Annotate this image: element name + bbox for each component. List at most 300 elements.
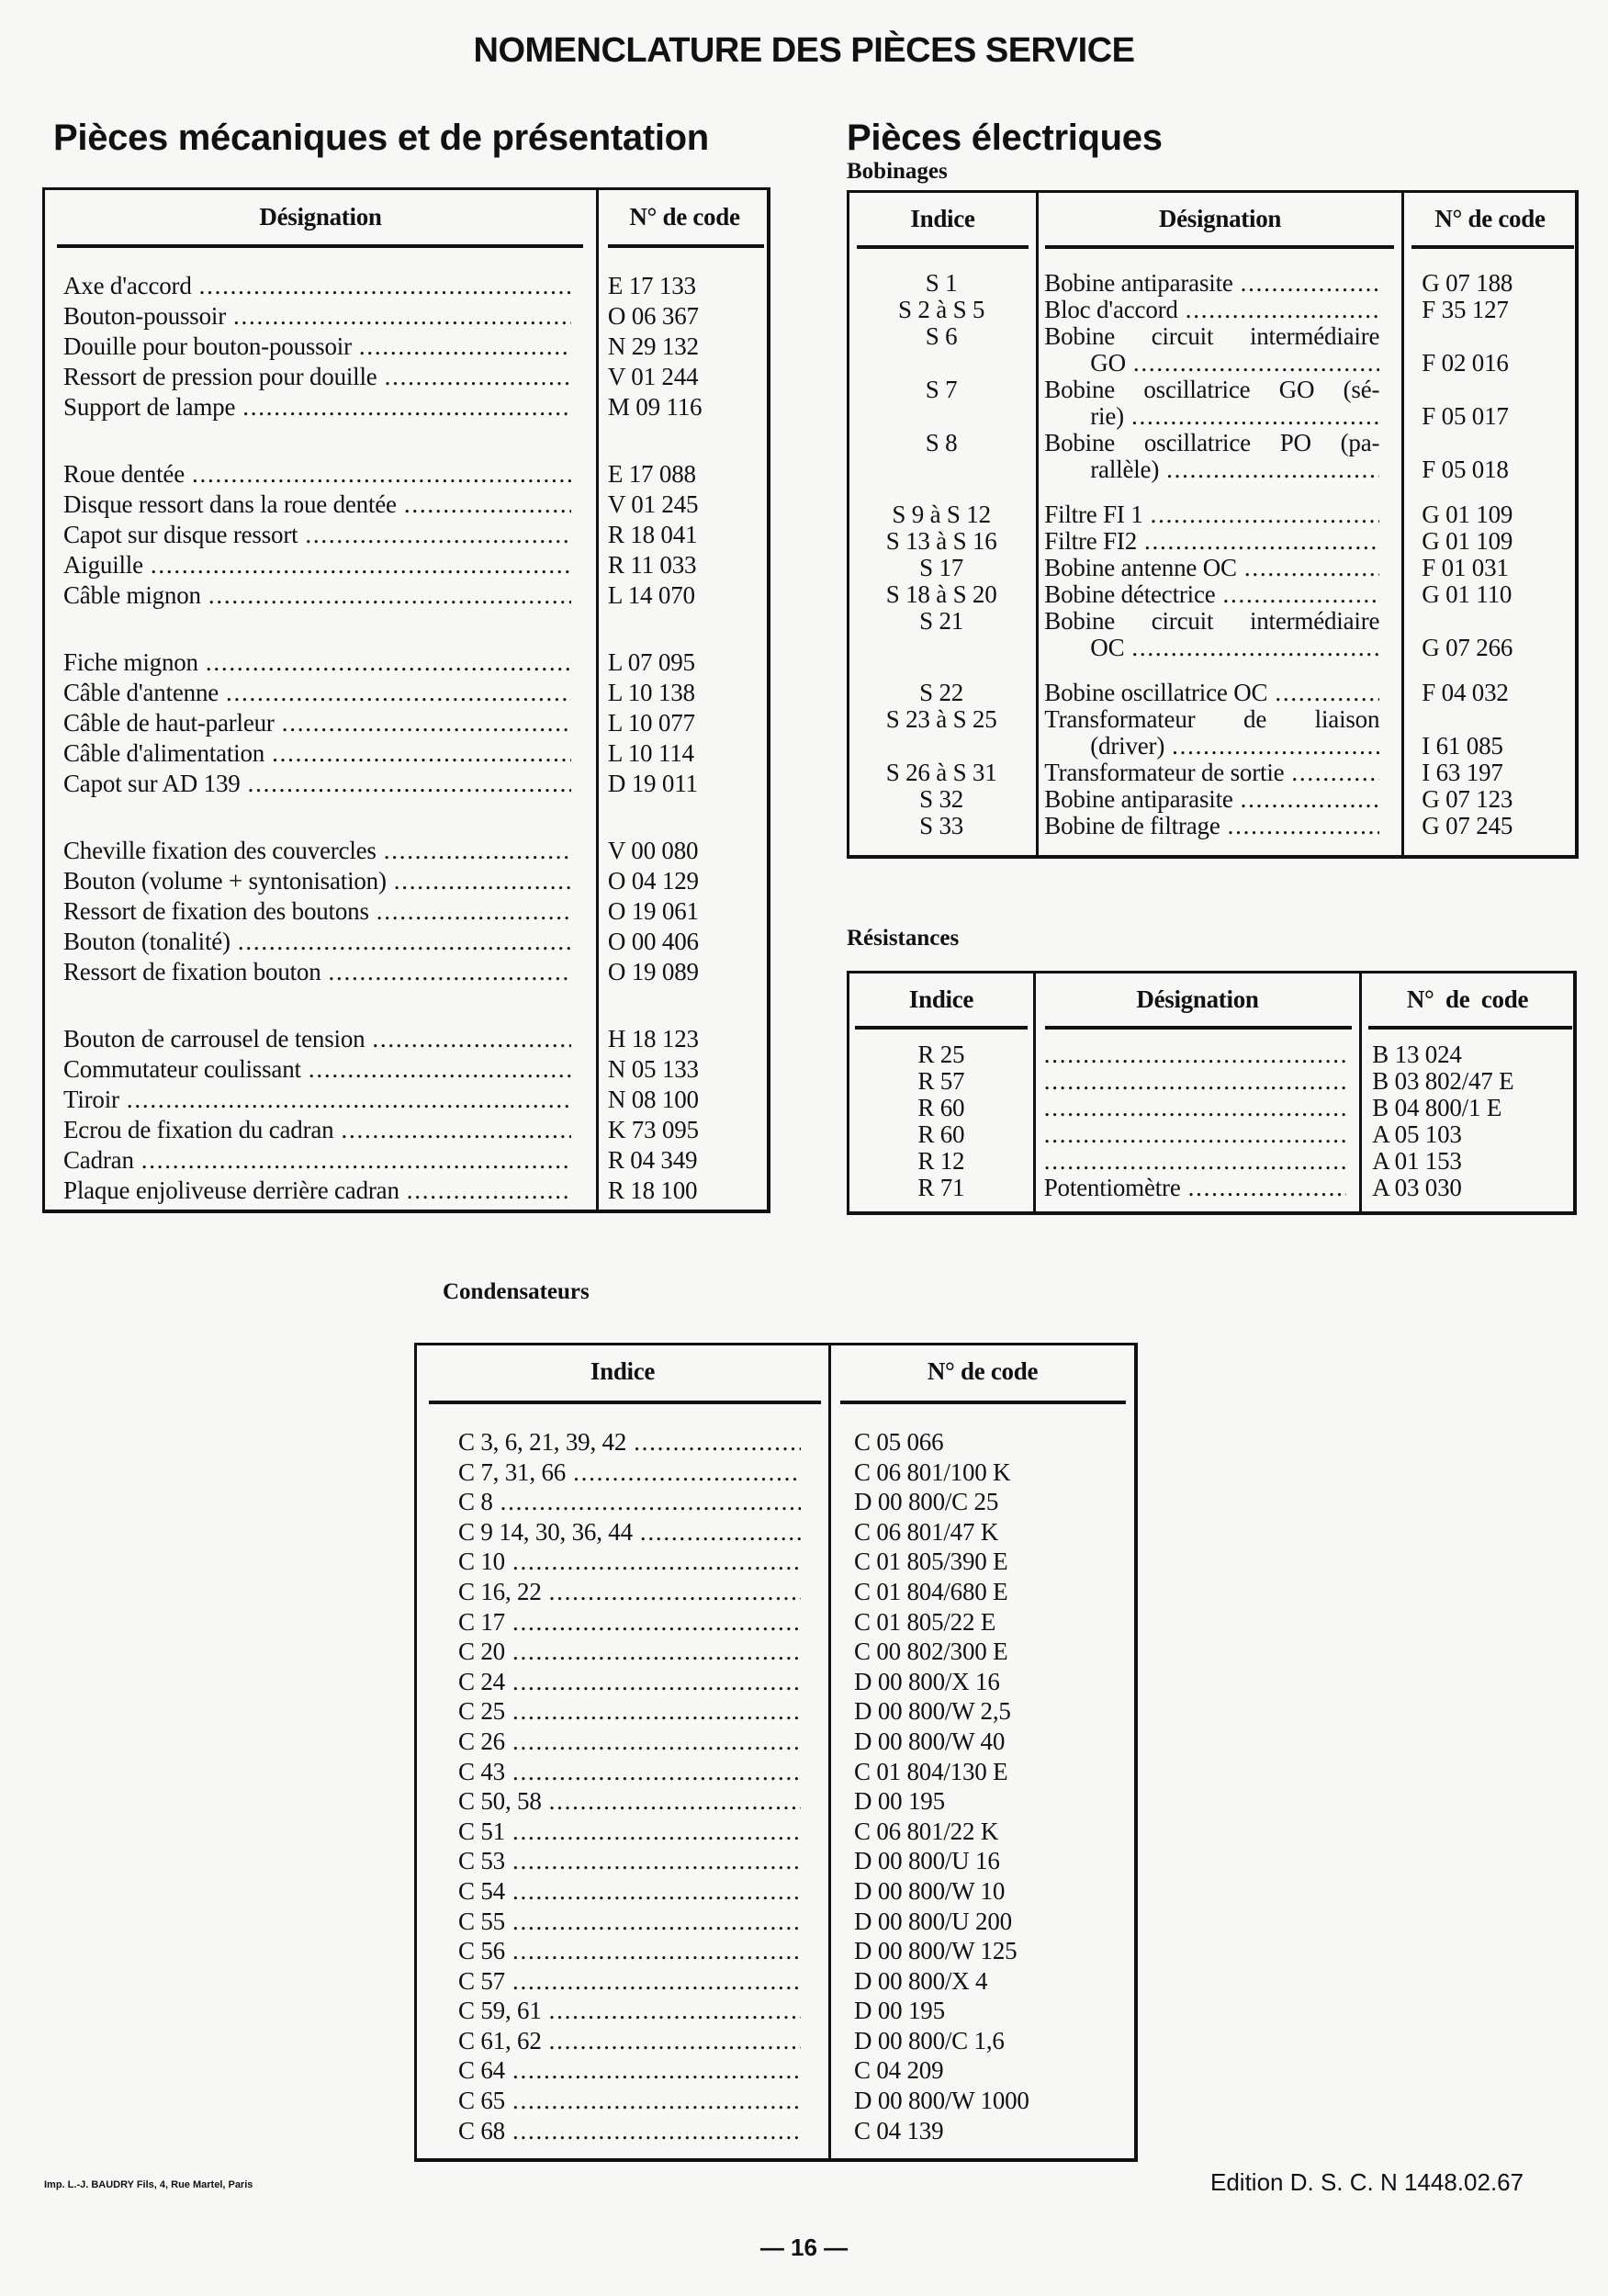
row-index: S 17 — [919, 554, 964, 581]
designation — [1044, 297, 1379, 323]
table-row — [849, 1068, 1574, 1095]
bobinages-rows — [849, 270, 1576, 839]
designation — [63, 550, 571, 580]
group-spacer — [63, 987, 770, 1024]
part-code: L 10 138 — [607, 679, 695, 706]
part-code: B 13 024 — [1372, 1041, 1462, 1068]
table-row — [849, 323, 1576, 350]
table-row — [417, 1757, 1135, 1787]
dot-leader — [573, 1458, 801, 1488]
designation-text: Câble d'alimentation — [63, 739, 265, 767]
row-index — [458, 1667, 801, 1697]
row-index — [458, 1517, 801, 1548]
part-code: N 05 133 — [607, 1055, 699, 1083]
designation — [1044, 555, 1379, 581]
row-index-text: C 50, 58 — [458, 1787, 542, 1816]
designation-text: Ecrou de fixation du cadran — [63, 1116, 334, 1143]
row-index: R 60 — [917, 1094, 965, 1121]
table-row — [63, 647, 770, 678]
row-index — [458, 1817, 801, 1847]
dot-leader — [206, 647, 571, 678]
table-row — [417, 1966, 1135, 1997]
row-index: S 8 — [925, 429, 958, 456]
part-code: R 18 041 — [607, 521, 698, 548]
part-code: B 03 802/47 E — [1372, 1067, 1514, 1095]
row-index-text: C 3, 6, 21, 39, 42 — [458, 1428, 627, 1456]
dot-leader — [512, 1757, 801, 1787]
designation: Bobine oscillatrice PO (pa- — [1044, 429, 1380, 456]
dot-leader — [1241, 270, 1380, 297]
row-index — [458, 2086, 801, 2116]
row-index — [458, 1727, 801, 1757]
column-header-index: Indice — [908, 985, 974, 1013]
column-header-designation: Désignation — [1136, 985, 1259, 1013]
designation — [1044, 581, 1379, 608]
part-code: O 00 406 — [607, 928, 699, 955]
row-index — [458, 1607, 801, 1638]
designation — [63, 708, 571, 738]
dot-leader — [512, 1667, 801, 1697]
condensateurs-heading: Condensateurs — [443, 1279, 590, 1304]
table-row — [417, 1667, 1135, 1697]
part-code: C 01 804/130 E — [853, 1757, 1008, 1785]
table-row — [417, 1727, 1135, 1757]
part-code: C 04 209 — [853, 2056, 944, 2085]
table-row — [63, 459, 770, 490]
part-code — [1379, 608, 1576, 635]
table-row — [417, 1517, 1135, 1548]
table-row — [849, 297, 1576, 323]
part-code — [1379, 377, 1576, 403]
designation-text: rie) — [1090, 403, 1124, 430]
part-code: G 01 109 — [1422, 527, 1513, 555]
table-row — [417, 1427, 1135, 1458]
part-code: O 04 129 — [607, 867, 699, 895]
designation — [63, 866, 571, 896]
designation-text: Tiroir — [63, 1086, 119, 1113]
row-index-text: C 56 — [458, 1937, 505, 1965]
row-index: S 21 — [919, 607, 964, 635]
group-spacer — [63, 799, 770, 836]
condensateurs-table — [414, 1343, 1138, 2162]
header-rule — [1368, 1026, 1572, 1030]
page-title: NOMENCLATURE DES PIÈCES SERVICE — [473, 31, 1135, 70]
designation — [63, 392, 571, 422]
part-code: C 05 066 — [853, 1428, 944, 1456]
table-row — [849, 350, 1576, 377]
part-code: L 10 077 — [607, 709, 695, 737]
designation — [1044, 1121, 1347, 1148]
row-index-text: C 68 — [458, 2116, 505, 2144]
designation-text: Bobine antenne OC — [1044, 555, 1237, 581]
group-spacer — [63, 422, 770, 459]
dot-leader — [512, 2086, 801, 2116]
resistances-table — [847, 971, 1577, 1215]
row-index — [458, 1786, 801, 1817]
part-code: D 00 195 — [853, 1787, 945, 1816]
designation-text: Bouton (tonalité) — [63, 928, 231, 955]
designation-text: Filtre FI 1 — [1044, 501, 1143, 528]
part-code: O 06 367 — [607, 302, 699, 330]
table-row — [417, 1696, 1135, 1727]
designation-text: rallèle) — [1090, 456, 1160, 483]
row-index: S 23 à S 25 — [885, 705, 997, 733]
table-row — [417, 1637, 1135, 1667]
designation — [63, 738, 571, 769]
designation-text: (driver) — [1090, 733, 1165, 760]
designation — [63, 459, 571, 490]
row-index-text: C 25 — [458, 1697, 505, 1726]
table-row — [849, 608, 1576, 635]
bobinages-table — [847, 190, 1579, 859]
part-code: D 19 011 — [607, 770, 698, 797]
dot-leader — [372, 1024, 570, 1054]
table-row — [63, 708, 770, 738]
part-code: O 19 089 — [607, 958, 699, 985]
part-code: D 00 800/W 125 — [853, 1937, 1018, 1965]
part-code: F 01 031 — [1422, 554, 1509, 581]
row-index: S 18 à S 20 — [885, 580, 997, 608]
designation-text: Bobine détectrice — [1044, 581, 1216, 608]
designation — [63, 362, 571, 392]
designation — [1044, 733, 1379, 760]
part-code: B 04 800/1 E — [1372, 1094, 1502, 1121]
row-index: S 13 à S 16 — [885, 527, 997, 555]
designation — [1044, 813, 1379, 839]
designation-text: Filtre FI2 — [1044, 528, 1138, 555]
table-row — [417, 1907, 1135, 1937]
designation — [63, 1085, 571, 1115]
row-index — [458, 1458, 801, 1488]
row-spacer — [849, 661, 1576, 680]
table-row — [63, 896, 770, 927]
dot-leader — [1275, 680, 1379, 706]
row-index: R 12 — [917, 1147, 965, 1175]
dot-leader — [549, 1577, 801, 1607]
table-row — [417, 1786, 1135, 1817]
designation — [63, 896, 571, 927]
table-row — [417, 1936, 1135, 1966]
designation — [1044, 403, 1379, 430]
designation-text: Bouton (volume + syntonisation) — [63, 867, 387, 895]
designation — [1044, 528, 1379, 555]
row-index: R 60 — [917, 1120, 965, 1148]
column-header-index: Indice — [910, 205, 975, 232]
part-code: A 05 103 — [1372, 1120, 1462, 1148]
part-code: I 61 085 — [1422, 732, 1503, 760]
table-row — [417, 2055, 1135, 2086]
part-code: N 29 132 — [607, 332, 699, 360]
part-code: K 73 095 — [607, 1116, 699, 1143]
header-rule — [840, 1401, 1126, 1404]
row-index-text: C 57 — [458, 1966, 505, 1995]
header-rule — [57, 244, 583, 248]
designation — [63, 927, 571, 957]
row-index-text: C 17 — [458, 1607, 505, 1636]
designation — [63, 957, 571, 987]
dot-leader — [359, 332, 571, 362]
designation — [1044, 1068, 1347, 1095]
designation — [63, 332, 571, 362]
dot-leader — [1044, 1095, 1347, 1121]
row-index — [458, 2026, 801, 2056]
dot-leader — [272, 738, 571, 769]
part-code: F 02 016 — [1422, 349, 1509, 377]
dot-leader — [1291, 760, 1379, 786]
table-row — [63, 1145, 770, 1176]
designation-text: Ressort de pression pour douille — [63, 363, 377, 390]
row-index: R 57 — [917, 1067, 965, 1095]
designation — [1044, 786, 1379, 813]
dot-leader — [512, 1876, 801, 1907]
designation: Transformateur de liaison — [1044, 705, 1380, 733]
table-row — [417, 1817, 1135, 1847]
table-row — [417, 1846, 1135, 1876]
row-index-text: C 20 — [458, 1638, 505, 1666]
dot-leader — [512, 1846, 801, 1876]
electrical-section-heading: Pièces électriques — [847, 118, 1163, 158]
designation — [63, 271, 571, 301]
dot-leader — [512, 1727, 801, 1757]
row-index — [458, 1696, 801, 1727]
part-code: G 07 266 — [1422, 634, 1513, 661]
header-rule — [1045, 1026, 1352, 1030]
part-code: D 00 800/W 1000 — [853, 2087, 1029, 2115]
dot-leader — [1131, 403, 1379, 430]
table-row — [849, 270, 1576, 297]
designation — [63, 1115, 571, 1145]
row-index: S 26 à S 31 — [885, 759, 997, 786]
part-code: C 01 805/22 E — [853, 1607, 996, 1636]
table-row — [63, 580, 770, 611]
dot-leader — [1044, 1041, 1347, 1068]
row-index-text: C 51 — [458, 1817, 505, 1845]
dot-leader — [512, 1936, 801, 1966]
row-index-text: C 65 — [458, 2087, 505, 2115]
row-index — [458, 1757, 801, 1787]
part-code: A 03 030 — [1372, 1174, 1462, 1201]
dot-leader — [394, 866, 571, 896]
row-index-text: C 24 — [458, 1667, 505, 1695]
table-row — [849, 528, 1576, 555]
dot-leader — [151, 550, 571, 580]
designation-text: Cheville fixation des couvercles — [63, 837, 377, 864]
designation-text: Commutateur coulissant — [63, 1055, 301, 1083]
part-code: D 00 800/W 10 — [853, 1876, 1006, 1905]
dot-leader — [512, 1966, 801, 1997]
part-code: D 00 800/W 2,5 — [853, 1697, 1011, 1726]
dot-leader — [512, 1637, 801, 1667]
header-rule — [855, 1026, 1028, 1030]
dot-leader — [226, 678, 571, 708]
table-row — [849, 1121, 1574, 1148]
designation: Bobine circuit intermédiaire — [1044, 607, 1380, 635]
row-index — [849, 403, 1033, 430]
designation-text: Fiche mignon — [63, 648, 198, 676]
designation — [1044, 1148, 1347, 1175]
header-rule — [1045, 245, 1394, 249]
designation — [1044, 680, 1379, 706]
designation — [63, 836, 571, 866]
dot-leader — [549, 1996, 801, 2026]
dot-leader — [1241, 786, 1380, 813]
table-row — [63, 520, 770, 550]
table-row — [63, 678, 770, 708]
part-code: L 10 114 — [607, 739, 694, 767]
designation-text: Ressort de fixation des boutons — [63, 897, 369, 925]
row-index — [458, 1966, 801, 1997]
table-row — [849, 1175, 1574, 1201]
part-code: F 05 017 — [1422, 402, 1509, 430]
dot-leader — [512, 1547, 801, 1577]
designation-text: Capot sur AD 139 — [63, 770, 241, 797]
row-index — [458, 1936, 801, 1966]
designation-text: Câble de haut-parleur — [63, 709, 275, 737]
row-index — [458, 1846, 801, 1876]
designation-text: Douille pour bouton-poussoir — [63, 332, 352, 360]
designation-text: Bobine de filtrage — [1044, 813, 1220, 839]
row-index: S 7 — [925, 376, 958, 403]
part-code: L 07 095 — [607, 648, 695, 676]
row-spacer — [849, 483, 1576, 501]
column-header-code: N° de code — [927, 1357, 1039, 1385]
dot-leader — [309, 1054, 571, 1085]
table-row — [417, 1577, 1135, 1607]
dot-leader — [242, 392, 571, 422]
part-code: C 06 801/22 K — [853, 1817, 999, 1845]
table-row — [63, 927, 770, 957]
dot-leader — [512, 2055, 801, 2086]
header-rule — [429, 1401, 821, 1404]
dot-leader — [127, 1085, 571, 1115]
table-row — [417, 2116, 1135, 2146]
dot-leader — [1131, 635, 1379, 661]
table-row — [63, 1176, 770, 1206]
table-row — [417, 1996, 1135, 2026]
designation — [63, 678, 571, 708]
designation — [63, 647, 571, 678]
part-code: H 18 123 — [607, 1025, 699, 1052]
part-code: C 00 802/300 E — [853, 1638, 1008, 1666]
row-index-text: C 7, 31, 66 — [458, 1458, 567, 1486]
row-index — [458, 2116, 801, 2146]
bobinages-heading: Bobinages — [847, 159, 948, 184]
part-code: G 07 245 — [1422, 812, 1513, 839]
part-code: G 01 109 — [1422, 501, 1513, 528]
table-row — [417, 1487, 1135, 1517]
row-index — [458, 1577, 801, 1607]
row-index-text: C 43 — [458, 1757, 505, 1785]
table-row — [63, 1085, 770, 1115]
table-row — [849, 760, 1576, 786]
dot-leader — [238, 927, 571, 957]
part-code: C 04 139 — [853, 2116, 944, 2144]
designation — [1044, 501, 1379, 528]
part-code: F 05 018 — [1422, 456, 1509, 483]
part-code: V 01 244 — [607, 363, 699, 390]
dot-leader — [512, 1907, 801, 1937]
row-index-text: C 26 — [458, 1727, 505, 1755]
row-index — [458, 1876, 801, 1907]
dot-leader — [549, 1786, 801, 1817]
column-header-designation: Désignation — [1158, 205, 1282, 232]
part-code: N 08 100 — [607, 1086, 699, 1113]
dot-leader — [282, 708, 571, 738]
header-rule — [1411, 245, 1574, 249]
row-index — [849, 350, 1033, 377]
designation — [63, 490, 571, 520]
row-index — [458, 1547, 801, 1577]
table-row — [417, 1876, 1135, 1907]
row-index — [458, 1487, 801, 1517]
part-code: C 01 805/390 E — [853, 1548, 1008, 1576]
designation-text: Axe d'accord — [63, 272, 192, 299]
table-row — [849, 1148, 1574, 1175]
row-index: R 25 — [917, 1041, 965, 1068]
table-row — [63, 362, 770, 392]
part-code: E 17 088 — [607, 460, 696, 488]
part-code — [1379, 430, 1576, 456]
dot-leader — [192, 459, 571, 490]
designation-text: Bobine antiparasite — [1044, 786, 1233, 813]
mechanical-section-heading: Pièces mécaniques et de présentation — [53, 118, 709, 158]
part-code: D 00 800/C 1,6 — [853, 2026, 1005, 2054]
designation-text: Bouton de carrousel de tension — [63, 1025, 365, 1052]
part-code: G 07 123 — [1422, 785, 1513, 813]
resistances-rows — [849, 1041, 1574, 1201]
part-code: C 01 804/680 E — [853, 1577, 1008, 1605]
row-index-text: C 10 — [458, 1548, 505, 1576]
designation-text: Transformateur de sortie — [1044, 760, 1285, 786]
designation-text: Plaque enjoliveuse derrière cadran — [63, 1176, 399, 1204]
designation-text: Bobine antiparasite — [1044, 270, 1233, 297]
part-code: A 01 153 — [1372, 1147, 1462, 1175]
dot-leader — [1133, 350, 1379, 377]
dot-leader — [1044, 1121, 1347, 1148]
designation: Bobine oscillatrice GO (sé- — [1044, 376, 1380, 403]
designation — [63, 580, 571, 611]
part-code: D 00 800/X 16 — [853, 1667, 1000, 1695]
dot-leader — [1166, 456, 1379, 483]
row-index-text: C 64 — [458, 2056, 505, 2085]
table-row — [63, 836, 770, 866]
table-row — [849, 430, 1576, 456]
column-header-code: N° de code — [629, 203, 740, 231]
part-code: D 00 195 — [853, 1997, 945, 2025]
part-code: R 11 033 — [607, 551, 697, 579]
table-row — [63, 769, 770, 799]
edition-note: Edition D. S. C. N 1448.02.67 — [1210, 2168, 1524, 2196]
row-index: S 9 à S 12 — [892, 501, 991, 528]
dot-leader — [248, 769, 571, 799]
designation — [1044, 1175, 1347, 1201]
dot-leader — [199, 271, 571, 301]
designation-text: Disque ressort dans la roue dentée — [63, 490, 397, 518]
part-code: R 18 100 — [607, 1176, 698, 1204]
dot-leader — [385, 362, 571, 392]
table-row — [849, 403, 1576, 430]
dot-leader — [512, 2116, 801, 2146]
row-index — [458, 2055, 801, 2086]
table-row — [63, 957, 770, 987]
part-code: I 63 197 — [1422, 759, 1503, 786]
row-index — [849, 635, 1033, 661]
designation-text: GO — [1090, 350, 1126, 377]
designation-text: Bobine oscillatrice OC — [1044, 680, 1268, 706]
part-code: R 04 349 — [607, 1146, 698, 1174]
table-row — [849, 813, 1576, 839]
designation — [63, 1176, 571, 1206]
